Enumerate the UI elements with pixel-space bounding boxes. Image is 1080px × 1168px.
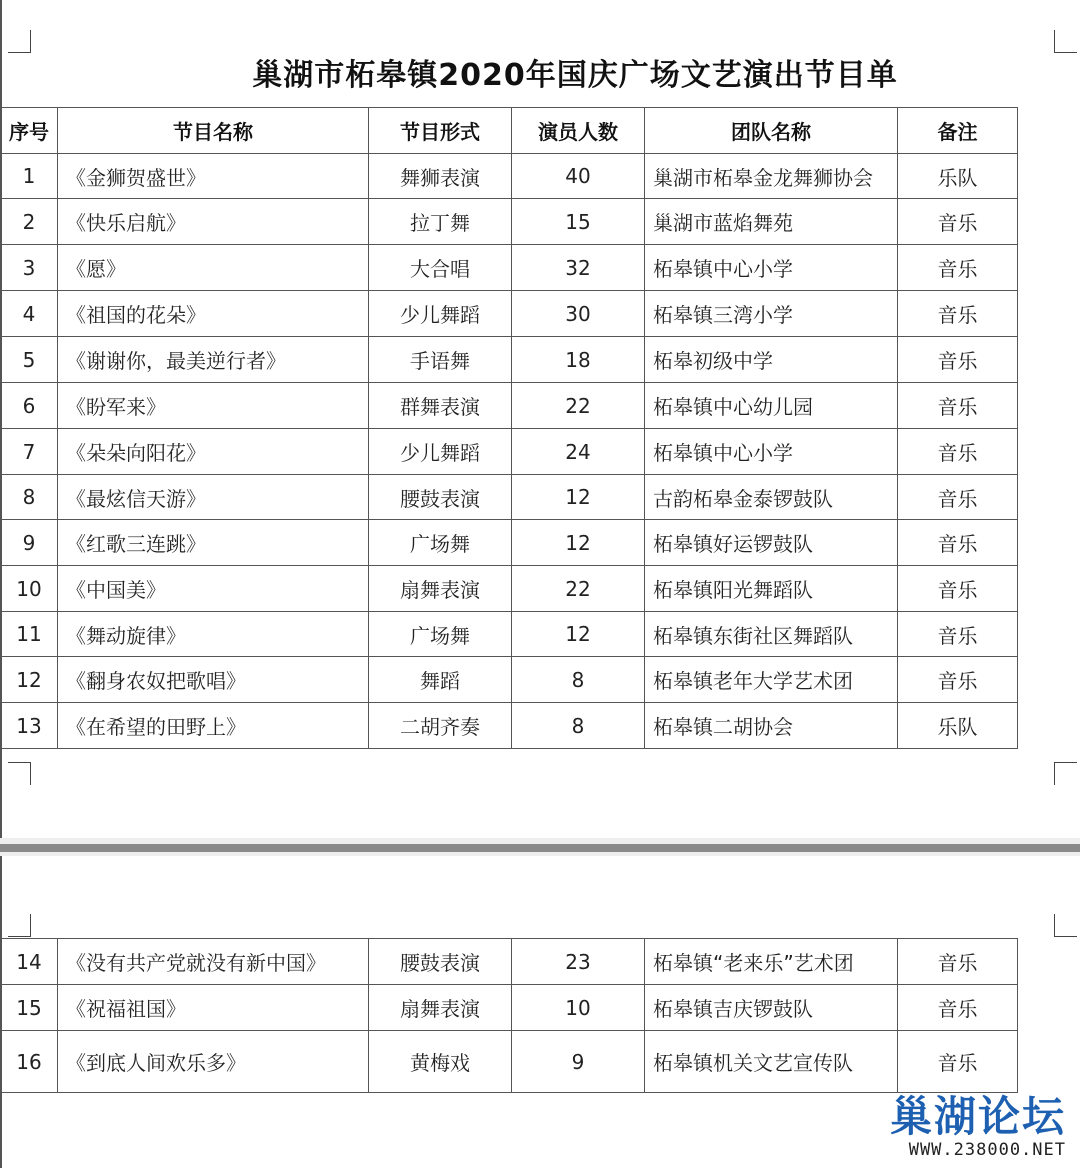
table-row xyxy=(1,245,1018,291)
cell-performer-count: 15 xyxy=(512,199,645,245)
cell-form: 舞狮表演 xyxy=(369,154,512,199)
cell-program-name: 《盼军来》 xyxy=(58,383,369,429)
table-row xyxy=(1,520,1018,566)
cell-program-name: 《到底人间欢乐多》 xyxy=(58,1031,369,1093)
table-row xyxy=(1,199,1018,245)
table-row xyxy=(1,612,1018,657)
cell-index: 10 xyxy=(1,566,58,612)
cell-remark: 音乐 xyxy=(898,612,1018,657)
program-table-continued xyxy=(0,938,1018,1093)
crop-mark xyxy=(8,762,31,785)
table-row xyxy=(1,291,1018,337)
cell-team-name: 柘皋镇二胡协会 xyxy=(645,703,898,749)
table-row xyxy=(1,475,1018,520)
cell-program-name: 《最炫信天游》 xyxy=(58,475,369,520)
cell-performer-count: 23 xyxy=(512,939,645,985)
cell-form: 广场舞 xyxy=(369,612,512,657)
cell-performer-count: 8 xyxy=(512,657,645,703)
cell-team-name: 柘皋镇好运锣鼓队 xyxy=(645,520,898,566)
cell-team-name: 柘皋镇机关文艺宣传队 xyxy=(645,1031,898,1093)
cell-team-name: 柘皋镇吉庆锣鼓队 xyxy=(645,985,898,1031)
cell-index: 9 xyxy=(1,520,58,566)
cell-remark: 音乐 xyxy=(898,1031,1018,1093)
cell-form: 扇舞表演 xyxy=(369,566,512,612)
cell-remark: 音乐 xyxy=(898,291,1018,337)
cell-remark: 音乐 xyxy=(898,337,1018,383)
cell-form: 手语舞 xyxy=(369,337,512,383)
crop-mark xyxy=(8,914,31,937)
header-program-name: 节目名称 xyxy=(58,108,369,154)
page-title: 巢湖市柘皋镇2020年国庆广场文艺演出节目单 xyxy=(252,58,898,93)
cell-form: 舞蹈 xyxy=(369,657,512,703)
cell-index: 3 xyxy=(1,245,58,291)
cell-team-name: 柘皋镇老年大学艺术团 xyxy=(645,657,898,703)
table-row xyxy=(1,154,1018,199)
cell-remark: 音乐 xyxy=(898,475,1018,520)
cell-performer-count: 18 xyxy=(512,337,645,383)
cell-performer-count: 22 xyxy=(512,566,645,612)
watermark-logo: 巢湖论坛 xyxy=(889,1092,1066,1141)
cell-index: 8 xyxy=(1,475,58,520)
cell-program-name: 《祝福祖国》 xyxy=(58,985,369,1031)
cell-form: 扇舞表演 xyxy=(369,985,512,1031)
cell-program-name: 《红歌三连跳》 xyxy=(58,520,369,566)
crop-mark xyxy=(1054,762,1077,785)
cell-index: 15 xyxy=(1,985,58,1031)
cell-program-name: 《在希望的田野上》 xyxy=(58,703,369,749)
cell-program-name: 《金狮贺盛世》 xyxy=(58,154,369,199)
cell-team-name: 柘皋镇中心小学 xyxy=(645,245,898,291)
cell-performer-count: 30 xyxy=(512,291,645,337)
cell-performer-count: 10 xyxy=(512,985,645,1031)
cell-remark: 音乐 xyxy=(898,383,1018,429)
cell-performer-count: 12 xyxy=(512,612,645,657)
watermark xyxy=(890,1094,1066,1160)
table-row xyxy=(1,337,1018,383)
table-row xyxy=(1,1031,1018,1093)
table-row xyxy=(1,566,1018,612)
cell-performer-count: 32 xyxy=(512,245,645,291)
cell-team-name: 古韵柘皋金泰锣鼓队 xyxy=(645,475,898,520)
cell-form: 腰鼓表演 xyxy=(369,475,512,520)
table-row xyxy=(1,429,1018,475)
header-form: 节目形式 xyxy=(369,108,512,154)
cell-performer-count: 40 xyxy=(512,154,645,199)
cell-remark: 音乐 xyxy=(898,566,1018,612)
cell-team-name: 柘皋镇东街社区舞蹈队 xyxy=(645,612,898,657)
watermark-url: WWW.238000.NET xyxy=(908,1140,1066,1160)
table-header-row xyxy=(1,108,1018,154)
cell-form: 大合唱 xyxy=(369,245,512,291)
table-row xyxy=(1,383,1018,429)
table-row xyxy=(1,939,1018,985)
cell-performer-count: 22 xyxy=(512,383,645,429)
cell-performer-count: 24 xyxy=(512,429,645,475)
cell-team-name: 柘皋镇中心幼儿园 xyxy=(645,383,898,429)
cell-index: 13 xyxy=(1,703,58,749)
page-separator xyxy=(0,838,1080,856)
cell-program-name: 《翻身农奴把歌唱》 xyxy=(58,657,369,703)
cell-program-name: 《快乐启航》 xyxy=(58,199,369,245)
cell-team-name: 柘皋镇阳光舞蹈队 xyxy=(645,566,898,612)
cell-team-name: 巢湖市柘皋金龙舞狮协会 xyxy=(645,154,898,199)
cell-index: 7 xyxy=(1,429,58,475)
cell-index: 2 xyxy=(1,199,58,245)
cell-performer-count: 9 xyxy=(512,1031,645,1093)
cell-index: 5 xyxy=(1,337,58,383)
cell-program-name: 《谢谢你，最美逆行者》 xyxy=(58,337,369,383)
cell-performer-count: 12 xyxy=(512,520,645,566)
cell-team-name: 巢湖市蓝焰舞苑 xyxy=(645,199,898,245)
cell-remark: 音乐 xyxy=(898,985,1018,1031)
cell-team-name: 柘皋镇三湾小学 xyxy=(645,291,898,337)
cell-remark: 音乐 xyxy=(898,429,1018,475)
cell-index: 1 xyxy=(1,154,58,199)
cell-form: 少儿舞蹈 xyxy=(369,291,512,337)
header-performer-count: 演员人数 xyxy=(512,108,645,154)
cell-index: 12 xyxy=(1,657,58,703)
header-team-name: 团队名称 xyxy=(645,108,898,154)
cell-remark: 音乐 xyxy=(898,520,1018,566)
cell-form: 二胡齐奏 xyxy=(369,703,512,749)
cell-index: 16 xyxy=(1,1031,58,1093)
cell-form: 黄梅戏 xyxy=(369,1031,512,1093)
cell-form: 拉丁舞 xyxy=(369,199,512,245)
table-row xyxy=(1,703,1018,749)
table-row xyxy=(1,985,1018,1031)
cell-program-name: 《没有共产党就没有新中国》 xyxy=(58,939,369,985)
cell-performer-count: 8 xyxy=(512,703,645,749)
cell-program-name: 《祖国的花朵》 xyxy=(58,291,369,337)
cell-form: 群舞表演 xyxy=(369,383,512,429)
program-table xyxy=(0,107,1018,749)
cell-program-name: 《中国美》 xyxy=(58,566,369,612)
cell-team-name: 柘皋初级中学 xyxy=(645,337,898,383)
cell-program-name: 《舞动旋律》 xyxy=(58,612,369,657)
cell-remark: 音乐 xyxy=(898,199,1018,245)
cell-index: 11 xyxy=(1,612,58,657)
cell-team-name: 柘皋镇“老来乐”艺术团 xyxy=(645,939,898,985)
cell-team-name: 柘皋镇中心小学 xyxy=(645,429,898,475)
crop-mark xyxy=(1054,914,1077,937)
cell-remark: 乐队 xyxy=(898,703,1018,749)
table-row xyxy=(1,657,1018,703)
cell-remark: 乐队 xyxy=(898,154,1018,199)
cell-remark: 音乐 xyxy=(898,939,1018,985)
cell-remark: 音乐 xyxy=(898,657,1018,703)
cell-index: 6 xyxy=(1,383,58,429)
cell-form: 少儿舞蹈 xyxy=(369,429,512,475)
cell-index: 4 xyxy=(1,291,58,337)
cell-program-name: 《朵朵向阳花》 xyxy=(58,429,369,475)
cell-form: 腰鼓表演 xyxy=(369,939,512,985)
cell-remark: 音乐 xyxy=(898,245,1018,291)
cell-form: 广场舞 xyxy=(369,520,512,566)
header-index: 序号 xyxy=(1,108,58,154)
cell-performer-count: 12 xyxy=(512,475,645,520)
cell-program-name: 《愿》 xyxy=(58,245,369,291)
header-remark: 备注 xyxy=(898,108,1018,154)
cell-index: 14 xyxy=(1,939,58,985)
